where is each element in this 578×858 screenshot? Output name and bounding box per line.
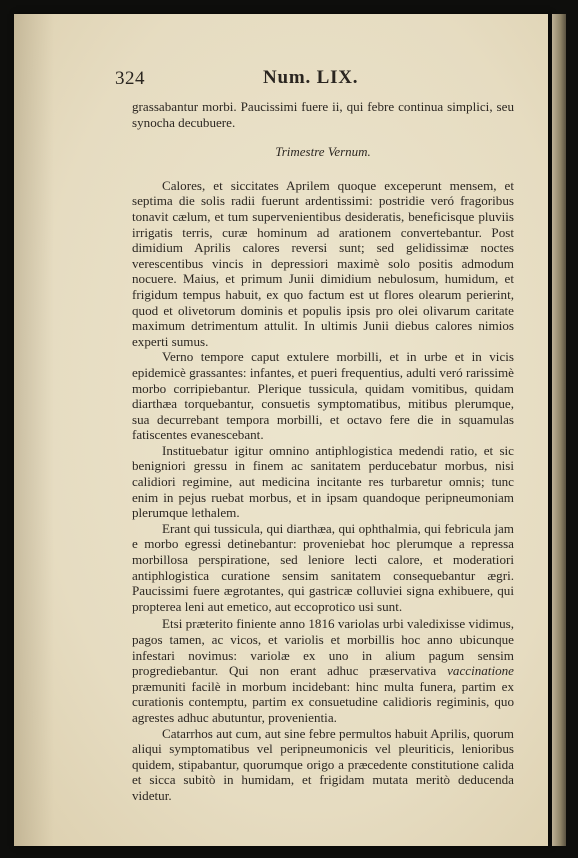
paragraph-5-part-a: Etsi præterito finiente anno 1816 variolas urbi valedixisse vidimus, pagos tamen, ac vicos, et variolis et morbillis hoc anno ubicunque infestari novimus: variolæ ex uno in alium pagum sensim progrediebantur. Qui non erant adhuc præservativa [132, 616, 514, 679]
paragraph-5-part-b: præmuniti facilè in morbum incidebant: hinc multa funera, partim ex curationis contemptu, partim ex consuetudine calidioris regiminis, quo agrestes adhuc abutuntur, provenientia. [132, 678, 514, 725]
paragraph-continuation: grassabantur morbi. Paucissimi fuere ii, qui febre continua simplici, seu synocha decubuere. [132, 99, 514, 130]
paragraph-5-italic: vaccinatione [447, 663, 514, 679]
paragraph-1: Calores, et siccitates Aprilem quoque exceperunt mensem, et septima die solis radii fuerunt ardentissimi: postridie veró fragoribus tonavit cælum, et tum supervenientibus desideratis, beneficisque pluviis irrigatis terris, curæ hominum ad arationem convertebantur. Post dimidium Aprilis calores reversi sunt; sed gelidissimæ noctes verescentibus vincis in depressiori maximè solo positis admodum nocuere. Maius, et primum Junii dimidium nebulosum, humidum, et frigidum tempus habuit, ex quo factum est ut flores olearum perierint, quod et olivetorum dominis et populis ipsis pro olei olivarum caritate maximum detrimentum attulit. In ultimis Junii diebus calores nimios experti sumus. [132, 177, 514, 349]
paragraph-5 [132, 616, 514, 725]
paragraph-2: Verno tempore caput extulere morbilli, et in urbe et in vicis epidemicè grassantes: infantes, et pueri frequentius, adulti veró rarissimè morbo corripiebantur. Plerique tussicula, quidam vomitibus, quidam diarthæa torquebantur, consuetis symptomatibus, mitibus plerumque, sua decurrebant tempora morbilli, et octavo fere die in squamulas fatiscentes evanescebant. [132, 349, 514, 443]
running-head: Num. LIX. [263, 67, 359, 88]
paragraph-3: Instituebatur igitur omnino antiphlogistica medendi ratio, et sic benigniori gressu in finem ac sanitatem perducebatur morbus, nisi calidiori regimine, aut medicina incitante res turbaretur omnis; tunc enim in pejus ruebat morbus, et in ipsam quandoque peripneumoniam plerumque lethalem. [132, 442, 514, 521]
section-title: Trimestre Vernum. [275, 144, 371, 160]
paragraph-6: Catarrhos aut cum, aut sine febre permultos habuit Aprilis, quorum aliqui symptomatibus vel peripneumonicis vel pleuriticis, lenioribus quidem, stipabantur, quorumque origo a præcedente constitutione calida et sicca subitò in humidam, et frigidam mutata meritò deducenda videtur. [132, 725, 514, 803]
page-header [115, 62, 535, 92]
gutter-shadow [14, 14, 54, 846]
body-text [132, 99, 514, 804]
page-number: 324 [115, 68, 145, 89]
paragraph-4: Erant qui tussicula, qui diarthæa, qui ophthalmia, qui febricula jam e morbo egressi detinebantur: proveniebat hoc plerumque a repressa morbillosa perspiratione, sed leniore lecti calore, et moderatiori antiphlogistica curatione sensim sanitatem consequebantur ægri. Paucissimi fuere ægrotantes, qui gastricæ colluviei signa exhibuere, qui propterea leni aut emetico, aut eccoprotico usi sunt. [132, 520, 514, 614]
page-edge [552, 14, 566, 846]
